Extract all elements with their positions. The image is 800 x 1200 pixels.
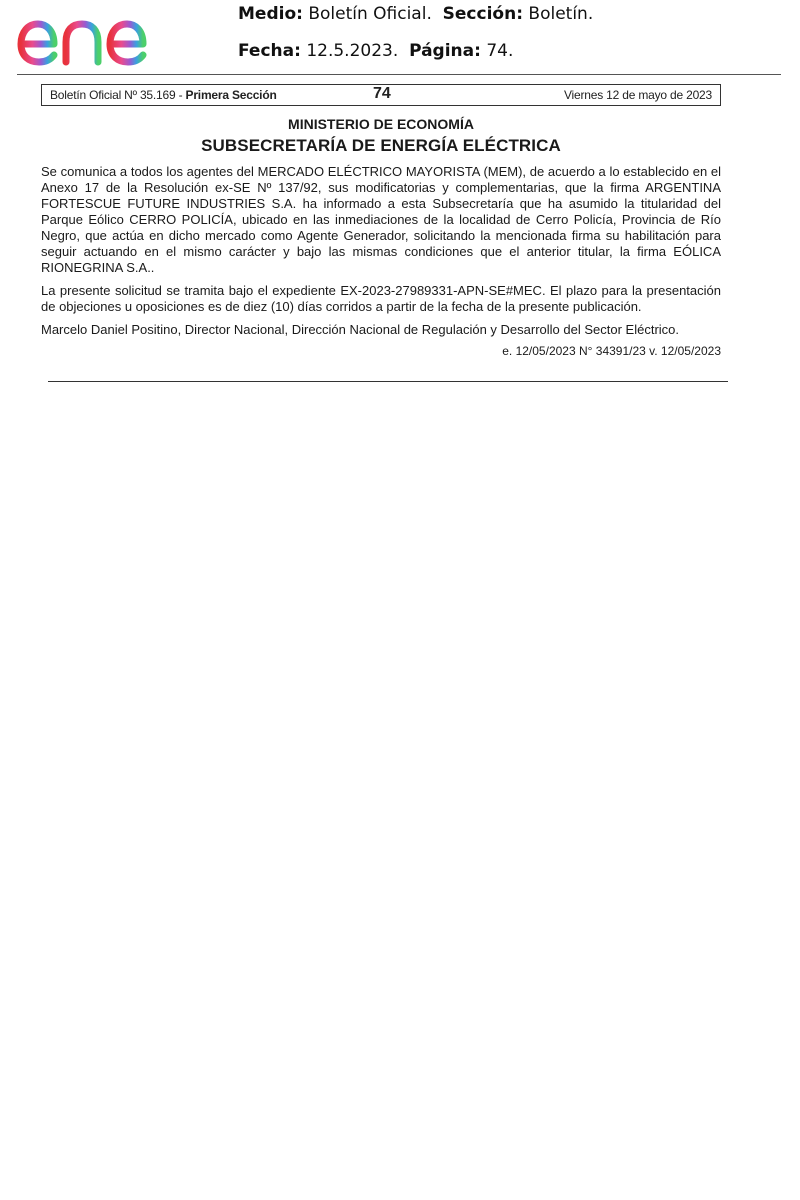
medio-label: Medio:	[238, 4, 303, 24]
clipping-meta-line-1	[238, 4, 593, 24]
page-number: 74	[373, 85, 391, 102]
notice-end-divider	[48, 381, 728, 382]
notice-signature: Marcelo Daniel Positino, Director Nacional, Dirección Nacional de Regulación y Desarrollo del Sector Eléctrico.	[41, 322, 680, 337]
notice-paragraph-2: La presente solicitud se tramita bajo el expediente EX-2023-27989331-APN-SE#MEC. El plazo para la presentación de objeciones u oposiciones es de diez (10) días corridos a partir de la fecha de la presente publicación.	[41, 283, 721, 314]
bulletin-title	[50, 88, 277, 102]
header-divider	[17, 74, 781, 75]
pagina-value: 74.	[486, 41, 514, 61]
enel-logo	[16, 4, 182, 68]
seccion-value: Boletín.	[528, 4, 594, 24]
bulletin-header-box	[41, 84, 721, 106]
seccion-label: Sección:	[442, 4, 523, 24]
ministry-heading: MINISTERIO DE ECONOMÍA	[288, 116, 474, 132]
bulletin-number: Boletín Oficial Nº 35.169 -	[50, 88, 186, 102]
medio-value: Boletín Oficial.	[308, 4, 432, 24]
subsecretaria-heading: SUBSECRETARÍA DE ENERGÍA ELÉCTRICA	[201, 136, 561, 155]
bulletin-date: Viernes 12 de mayo de 2023	[563, 88, 712, 102]
fecha-label: Fecha:	[238, 41, 301, 61]
bulletin-section: Primera Sección	[185, 88, 277, 102]
fecha-value: 12.5.2023.	[306, 41, 399, 61]
notice-paragraph-1: Se comunica a todos los agentes del MERCADO ELÉCTRICO MAYORISTA (MEM), de acuerdo a lo establecido en el Anexo 17 de la Resolución ex-SE Nº 137/92, sus modificatorias y complementarias, que la firma ARGENTINA FORTESCUE FUTURE INDUSTRIES S.A. ha informado a esta Subsecretaría que ha asumido la titularidad del Parque Eólico CERRO POLICÍA, ubicado en las inmediaciones de la localidad de Cerro Policía, Provincia de Río Negro, que actúa en dicho mercado como Agente Generador, solicitando la mencionada firma su habilitación para seguir actuando en el mismo carácter y bajo las mismas condiciones que el anterior titular, la firma EÓLICA RIONEGRINA S.A..	[41, 164, 721, 275]
clipping-meta-line-2	[238, 41, 513, 61]
publication-reference: e. 12/05/2023 N° 34391/23 v. 12/05/2023	[502, 344, 721, 358]
pagina-label: Página:	[409, 41, 481, 61]
